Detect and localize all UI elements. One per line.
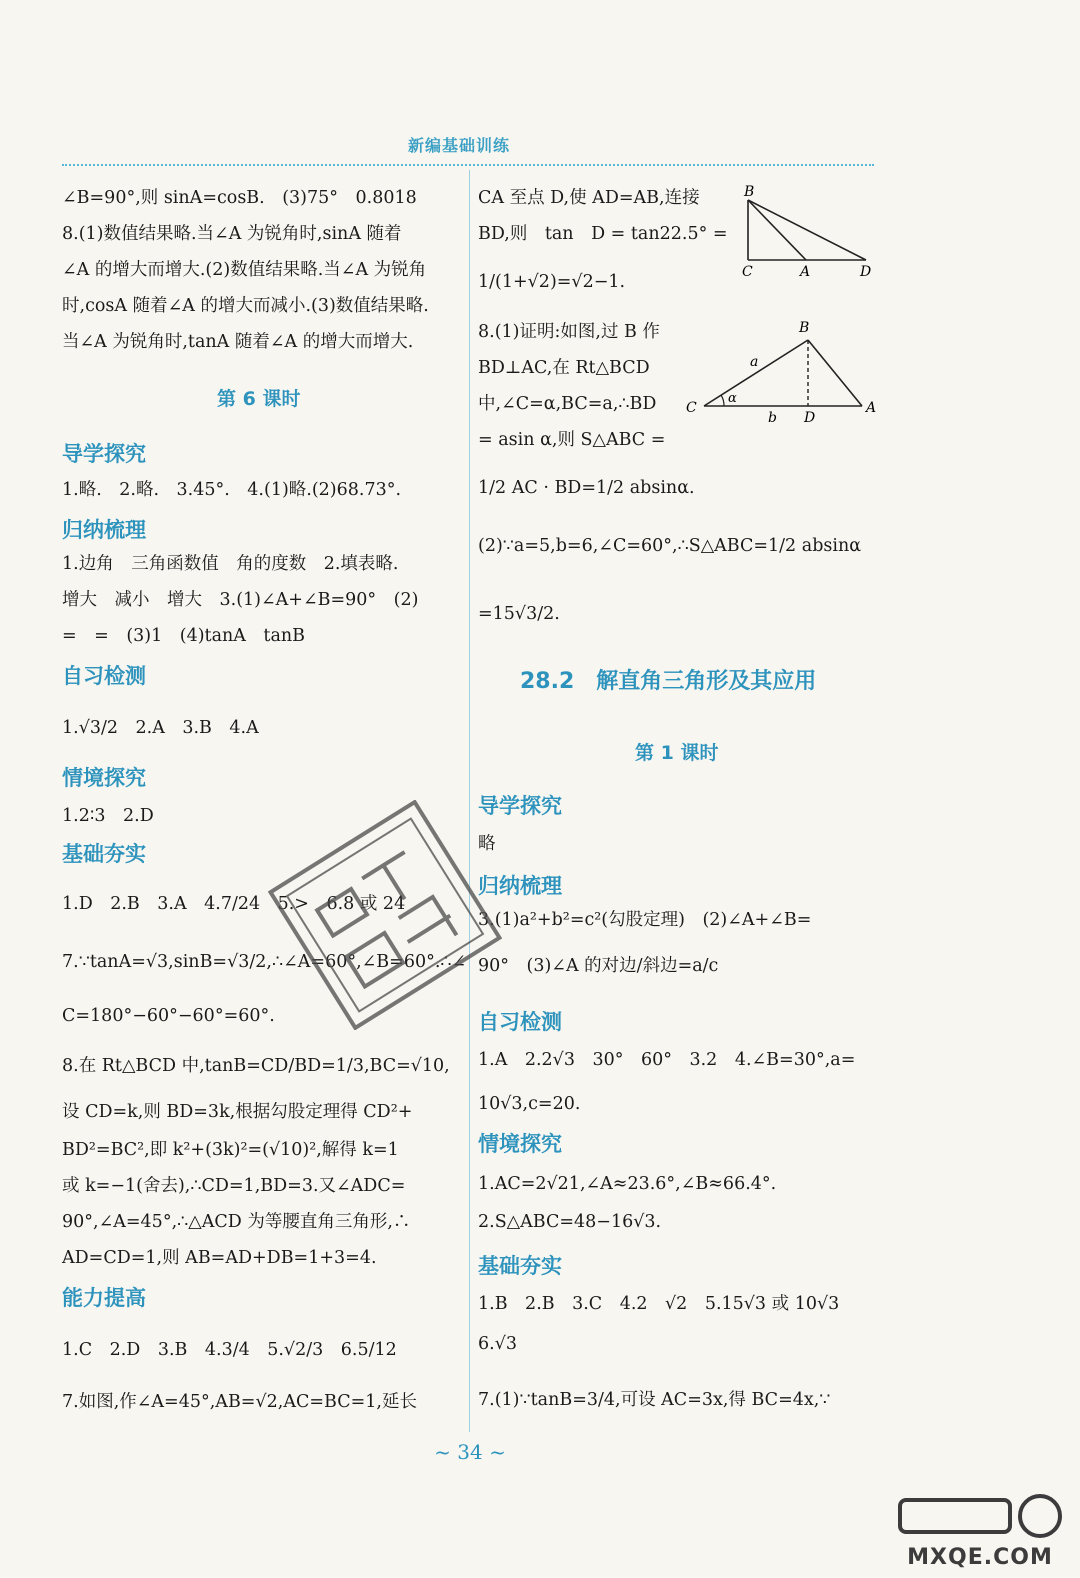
text-line: ∠A 的增大而增大.(2)数值结果略.当∠A 为锐角	[62, 260, 427, 280]
vertex-label: A	[866, 400, 877, 416]
text-line: 8.(1)数值结果略.当∠A 为锐角时,sinA 随着	[62, 224, 402, 244]
text-line: 90° (3)∠A 的对边/斜边=a/c	[478, 956, 719, 976]
figure-edge	[748, 200, 866, 260]
vertex-label: B	[799, 320, 810, 336]
text-line: = = (3)1 (4)tanA tanB	[62, 626, 306, 646]
text-line: 7.如图,作∠A=45°,AB=√2,AC=BC=1,延长	[62, 1392, 417, 1412]
angle-label: α	[728, 391, 737, 406]
text-line: 1.略. 2.略. 3.45°. 4.(1)略.(2)68.73°.	[62, 480, 402, 500]
text-line: 8.(1)证明:如图,过 B 作	[478, 322, 660, 342]
text-line: BD²=BC²,即 k²+(3k)²=(√10)²,解得 k=1	[62, 1140, 399, 1160]
section-heading: 导学探究	[62, 442, 146, 466]
text-line: =15√3/2.	[478, 604, 560, 624]
text-line: 7.(1)∵tanB=3/4,可设 AC=3x,得 BC=4x,∵	[478, 1390, 831, 1410]
angle-arc	[721, 395, 724, 406]
header-rule	[62, 164, 874, 166]
text-line: 1.√3/2 2.A 3.B 4.A	[62, 718, 259, 738]
text-line: 时,cosA 随着∠A 的增大而减小.(3)数值结果略.	[62, 296, 429, 316]
section-heading: 归纳梳理	[478, 874, 562, 898]
text-line: 1.A 2.2√3 30° 60° 3.2 4.∠B=30°,a=	[478, 1050, 856, 1070]
figure-edge	[704, 340, 808, 406]
text-line: 7.∵tanA=√3,sinB=√3/2,∴∠A=60°,∠B=60°.∴∠	[62, 952, 467, 972]
text-line: 1.AC=2√21,∠A≈23.6°,∠B≈66.4°.	[478, 1174, 777, 1194]
text-line: AD=CD=1,则 AB=AD+DB=1+3=4.	[62, 1248, 377, 1268]
site-watermark	[890, 1490, 1070, 1570]
text-line: 8.在 Rt△BCD 中,tanB=CD/BD=1/3,BC=√10,	[62, 1056, 450, 1076]
chapter-title: 28.2 解直角三角形及其应用	[520, 669, 817, 694]
text-line: 设 CD=k,则 BD=3k,根据勾股定理得 CD²+	[62, 1102, 413, 1122]
section-heading: 基础夯实	[62, 842, 146, 866]
text-line: 3.(1)a²+b²=c²(勾股定理) (2)∠A+∠B=	[478, 910, 812, 930]
page-number: ~ 34 ~	[434, 1440, 506, 1464]
figure-triangle-abc	[680, 316, 880, 428]
text-line: 1/(1+√2)=√2−1.	[478, 272, 626, 292]
text-line: 90°,∠A=45°,∴△ACD 为等腰直角三角形,∴	[62, 1212, 411, 1232]
lesson-title: 第 1 课时	[635, 742, 719, 764]
text-line: 1.边角 三角函数值 角的度数 2.填表略.	[62, 554, 399, 574]
text-line: 或 k=−1(舍去),∴CD=1,BD=3.又∠ADC=	[62, 1176, 406, 1196]
text-line: = asin α,则 S△ABC =	[478, 430, 666, 450]
stamp-glyphs	[316, 849, 461, 990]
text-line: 中,∠C=α,BC=a,∴BD	[478, 394, 657, 414]
text-line: (2)∵a=5,b=6,∠C=60°,∴S△ABC=1/2 absinα	[478, 536, 862, 556]
text-line: CA 至点 D,使 AD=AB,连接	[478, 188, 700, 208]
text-line: 10√3,c=20.	[478, 1094, 581, 1114]
figure-edge	[808, 340, 862, 406]
section-heading: 归纳梳理	[62, 518, 146, 542]
vertex-label: D	[804, 410, 816, 426]
stamp-frame	[287, 819, 483, 1012]
vertex-label: C	[686, 400, 697, 416]
section-heading: 能力提高	[62, 1286, 146, 1310]
text-line: BD,则 tan D = tan22.5° =	[478, 224, 728, 244]
section-heading: 情境探究	[62, 766, 146, 790]
section-heading: 导学探究	[478, 794, 562, 818]
text-line: 增大 减小 增大 3.(1)∠A+∠B=90° (2)	[62, 590, 419, 610]
vertex-label: A	[800, 264, 811, 278]
text-line: 1.B 2.B 3.C 4.2 √2 5.15√3 或 10√3	[478, 1294, 840, 1314]
side-label: b	[768, 410, 777, 426]
figure-edge	[748, 200, 806, 260]
section-heading: 情境探究	[478, 1132, 562, 1156]
vertex-label: B	[744, 184, 755, 200]
text-line: 6.√3	[478, 1334, 517, 1354]
series-title: 新编基础训练	[408, 136, 511, 155]
text-line: ∠B=90°,则 sinA=cosB. (3)75° 0.8018	[62, 188, 417, 208]
text-line: 1.D 2.B 3.A 4.7/24 5.> 6.8 或 24	[62, 894, 406, 914]
figure-triangle-bcd	[738, 182, 878, 278]
text-line: 1.C 2.D 3.B 4.3/4 5.√2/3 6.5/12	[62, 1340, 397, 1360]
text-line: BD⊥AC,在 Rt△BCD	[478, 358, 650, 378]
text-line: 略	[478, 834, 496, 854]
text-line: 1.2∶3 2.D	[62, 806, 154, 826]
watermark-logo-icon	[890, 1490, 1070, 1542]
text-line: C=180°−60°−60°=60°.	[62, 1006, 275, 1026]
section-heading: 基础夯实	[478, 1254, 562, 1278]
vertex-label: C	[742, 264, 753, 278]
text-line: 1/2 AC · BD=1/2 absinα.	[478, 478, 695, 498]
section-heading: 自习检测	[62, 664, 146, 688]
side-label: a	[750, 354, 759, 370]
section-heading: 自习检测	[478, 1010, 562, 1034]
vertex-label: D	[860, 264, 872, 278]
text-line: 2.S△ABC=48−16√3.	[478, 1212, 662, 1232]
text-line: 当∠A 为锐角时,tanA 随着∠A 的增大而增大.	[62, 332, 414, 352]
lesson-title: 第 6 课时	[217, 388, 301, 410]
watermark-text: MXQE.COM	[907, 1545, 1053, 1570]
rubber-stamp	[260, 800, 510, 1030]
